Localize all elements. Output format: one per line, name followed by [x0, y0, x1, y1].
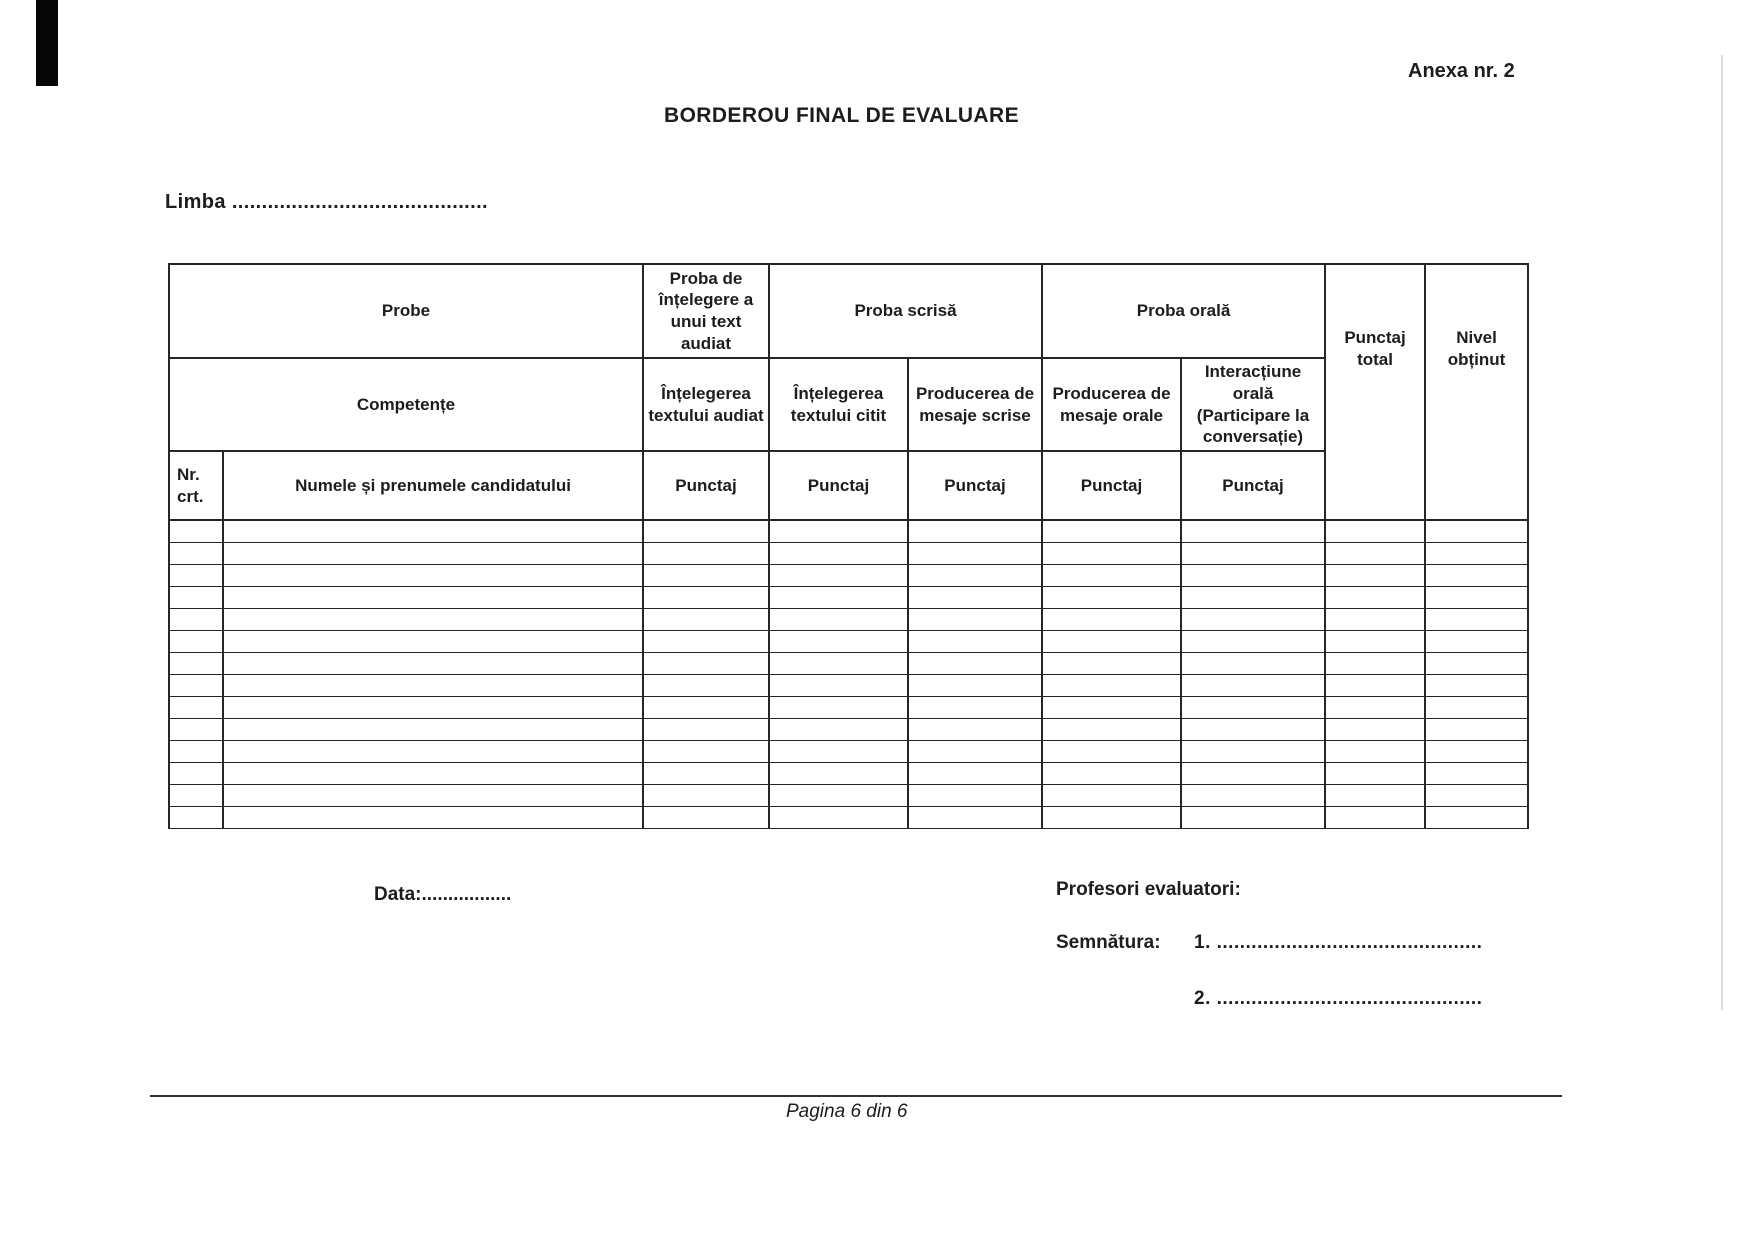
header-producerea-scrise: Producerea de mesaje scrise [908, 358, 1042, 451]
empty-cell [1425, 674, 1528, 696]
header-nume-candidat: Numele și prenumele candidatului [223, 451, 643, 520]
document-title: BORDEROU FINAL DE EVALUARE [664, 104, 1019, 127]
empty-cell [169, 762, 223, 784]
empty-cell [1325, 586, 1425, 608]
empty-cell [1042, 806, 1181, 828]
empty-cell [908, 762, 1042, 784]
empty-cell [1325, 718, 1425, 740]
page-footer-rule [150, 1095, 1562, 1097]
empty-cell [769, 564, 908, 586]
empty-cell [643, 564, 769, 586]
empty-cell [223, 564, 643, 586]
empty-cell [1325, 674, 1425, 696]
empty-cell [643, 608, 769, 630]
header-proba-intelegere-audiat: Proba de înțelegere a unui text audiat [643, 264, 769, 358]
empty-cell [769, 630, 908, 652]
empty-cell [1425, 608, 1528, 630]
empty-cell [1425, 784, 1528, 806]
empty-cell [1425, 586, 1528, 608]
empty-cell [643, 718, 769, 740]
empty-cell [223, 630, 643, 652]
empty-cell [1042, 586, 1181, 608]
empty-row [169, 652, 1528, 674]
empty-cell [643, 806, 769, 828]
empty-cell [908, 674, 1042, 696]
empty-cell [1325, 696, 1425, 718]
empty-cell [1181, 542, 1325, 564]
header-punctaj-4: Punctaj [1042, 451, 1181, 520]
header-punctaj-total: Punctaj total [1325, 264, 1425, 520]
empty-cell [769, 696, 908, 718]
empty-cell [1325, 762, 1425, 784]
professors-label: Profesori evaluatori: [1056, 879, 1241, 900]
empty-cell [1325, 608, 1425, 630]
empty-cell [908, 652, 1042, 674]
table-body [169, 520, 1528, 828]
header-producerea-orale: Producerea de mesaje orale [1042, 358, 1181, 451]
header-intelegerea-citit: Înțelegerea textului citit [769, 358, 908, 451]
empty-cell [643, 652, 769, 674]
empty-cell [643, 520, 769, 542]
header-punctaj-5: Punctaj [1181, 451, 1325, 520]
scan-edge-line [1721, 55, 1723, 1010]
empty-cell [1181, 696, 1325, 718]
empty-cell [1325, 520, 1425, 542]
empty-cell [643, 784, 769, 806]
empty-cell [769, 608, 908, 630]
empty-cell [769, 806, 908, 828]
empty-cell [223, 652, 643, 674]
empty-cell [1325, 542, 1425, 564]
empty-cell [1425, 652, 1528, 674]
empty-cell [1042, 608, 1181, 630]
empty-row [169, 520, 1528, 542]
empty-row [169, 564, 1528, 586]
empty-cell [1181, 586, 1325, 608]
empty-cell [1425, 696, 1528, 718]
empty-cell [769, 784, 908, 806]
scan-artifact-bar [36, 0, 58, 86]
empty-cell [223, 740, 643, 762]
empty-cell [908, 520, 1042, 542]
page-number: Pagina 6 din 6 [786, 1101, 908, 1122]
empty-cell [169, 520, 223, 542]
header-nr-crt: Nr. crt. [169, 451, 223, 520]
empty-cell [223, 696, 643, 718]
empty-cell [643, 740, 769, 762]
empty-cell [1042, 564, 1181, 586]
header-row-punctaj [169, 451, 1528, 520]
empty-cell [1042, 784, 1181, 806]
empty-cell [1181, 608, 1325, 630]
signature-line-2: 2. .............................................. [1194, 988, 1483, 1009]
empty-cell [223, 674, 643, 696]
header-competente: Competențe [169, 358, 643, 451]
empty-cell [643, 542, 769, 564]
empty-cell [1042, 542, 1181, 564]
header-intelegerea-audiat: Înțelegerea textului audiat [643, 358, 769, 451]
empty-cell [223, 784, 643, 806]
empty-cell [908, 718, 1042, 740]
header-nivel-obtinut: Nivel obținut [1425, 264, 1528, 520]
empty-cell [908, 784, 1042, 806]
empty-cell [1181, 784, 1325, 806]
empty-row [169, 630, 1528, 652]
header-punctaj-2: Punctaj [769, 451, 908, 520]
empty-cell [1425, 740, 1528, 762]
empty-row [169, 762, 1528, 784]
empty-cell [169, 784, 223, 806]
empty-cell [1425, 564, 1528, 586]
empty-cell [1425, 542, 1528, 564]
empty-cell [1181, 674, 1325, 696]
empty-cell [643, 696, 769, 718]
empty-cell [1325, 740, 1425, 762]
empty-cell [169, 806, 223, 828]
header-row-competente [169, 358, 1528, 451]
empty-cell [1325, 652, 1425, 674]
empty-cell [223, 718, 643, 740]
empty-cell [169, 564, 223, 586]
empty-cell [169, 652, 223, 674]
header-punctaj-3: Punctaj [908, 451, 1042, 520]
empty-cell [1042, 696, 1181, 718]
empty-cell [1181, 520, 1325, 542]
empty-cell [1042, 630, 1181, 652]
header-interactiune-orala: Interacțiune orală (Participare la conversație) [1181, 358, 1325, 451]
empty-cell [908, 608, 1042, 630]
empty-cell [1181, 564, 1325, 586]
empty-cell [908, 740, 1042, 762]
empty-cell [1181, 762, 1325, 784]
empty-cell [1325, 806, 1425, 828]
header-row-probe [169, 264, 1528, 358]
empty-row [169, 608, 1528, 630]
empty-cell [1425, 806, 1528, 828]
empty-cell [169, 674, 223, 696]
empty-cell [223, 762, 643, 784]
empty-row [169, 718, 1528, 740]
empty-cell [223, 542, 643, 564]
empty-cell [1042, 762, 1181, 784]
empty-cell [1325, 784, 1425, 806]
empty-cell [169, 608, 223, 630]
empty-cell [169, 718, 223, 740]
empty-row [169, 586, 1528, 608]
empty-cell [169, 542, 223, 564]
empty-cell [908, 564, 1042, 586]
empty-row [169, 696, 1528, 718]
empty-cell [769, 652, 908, 674]
empty-row [169, 674, 1528, 696]
empty-cell [1425, 630, 1528, 652]
empty-cell [643, 762, 769, 784]
empty-cell [643, 674, 769, 696]
header-punctaj-1: Punctaj [643, 451, 769, 520]
empty-cell [769, 740, 908, 762]
empty-cell [643, 630, 769, 652]
empty-cell [1325, 564, 1425, 586]
empty-cell [769, 542, 908, 564]
empty-cell [1042, 718, 1181, 740]
empty-row [169, 542, 1528, 564]
empty-cell [223, 608, 643, 630]
empty-cell [1425, 520, 1528, 542]
empty-row [169, 806, 1528, 828]
header-proba-orala: Proba orală [1042, 264, 1325, 358]
empty-cell [1181, 806, 1325, 828]
date-label: Data:................. [374, 884, 512, 905]
empty-row [169, 740, 1528, 762]
header-probe: Probe [169, 264, 643, 358]
empty-cell [169, 740, 223, 762]
empty-cell [1181, 630, 1325, 652]
empty-cell [769, 762, 908, 784]
empty-cell [169, 696, 223, 718]
empty-cell [643, 586, 769, 608]
empty-cell [1042, 652, 1181, 674]
empty-cell [908, 630, 1042, 652]
empty-cell [1425, 718, 1528, 740]
language-label: Limba ........................................... [165, 191, 488, 213]
empty-cell [1181, 740, 1325, 762]
empty-cell [908, 586, 1042, 608]
signature-line-1: 1. .............................................. [1194, 932, 1483, 953]
empty-cell [908, 696, 1042, 718]
empty-cell [1181, 652, 1325, 674]
empty-cell [1425, 762, 1528, 784]
empty-cell [169, 630, 223, 652]
empty-row [169, 784, 1528, 806]
empty-cell [1325, 630, 1425, 652]
empty-cell [769, 718, 908, 740]
empty-cell [1042, 740, 1181, 762]
empty-cell [769, 674, 908, 696]
evaluation-table [168, 263, 1529, 829]
signature-label: Semnătura: [1056, 932, 1161, 953]
empty-cell [223, 520, 643, 542]
empty-cell [223, 806, 643, 828]
empty-cell [769, 586, 908, 608]
annex-note: Anexa nr. 2 [1408, 60, 1515, 82]
empty-cell [908, 542, 1042, 564]
empty-cell [169, 586, 223, 608]
empty-cell [1181, 718, 1325, 740]
empty-cell [1042, 520, 1181, 542]
empty-cell [769, 520, 908, 542]
header-proba-scrisa: Proba scrisă [769, 264, 1042, 358]
empty-cell [908, 806, 1042, 828]
empty-cell [223, 586, 643, 608]
empty-cell [1042, 674, 1181, 696]
